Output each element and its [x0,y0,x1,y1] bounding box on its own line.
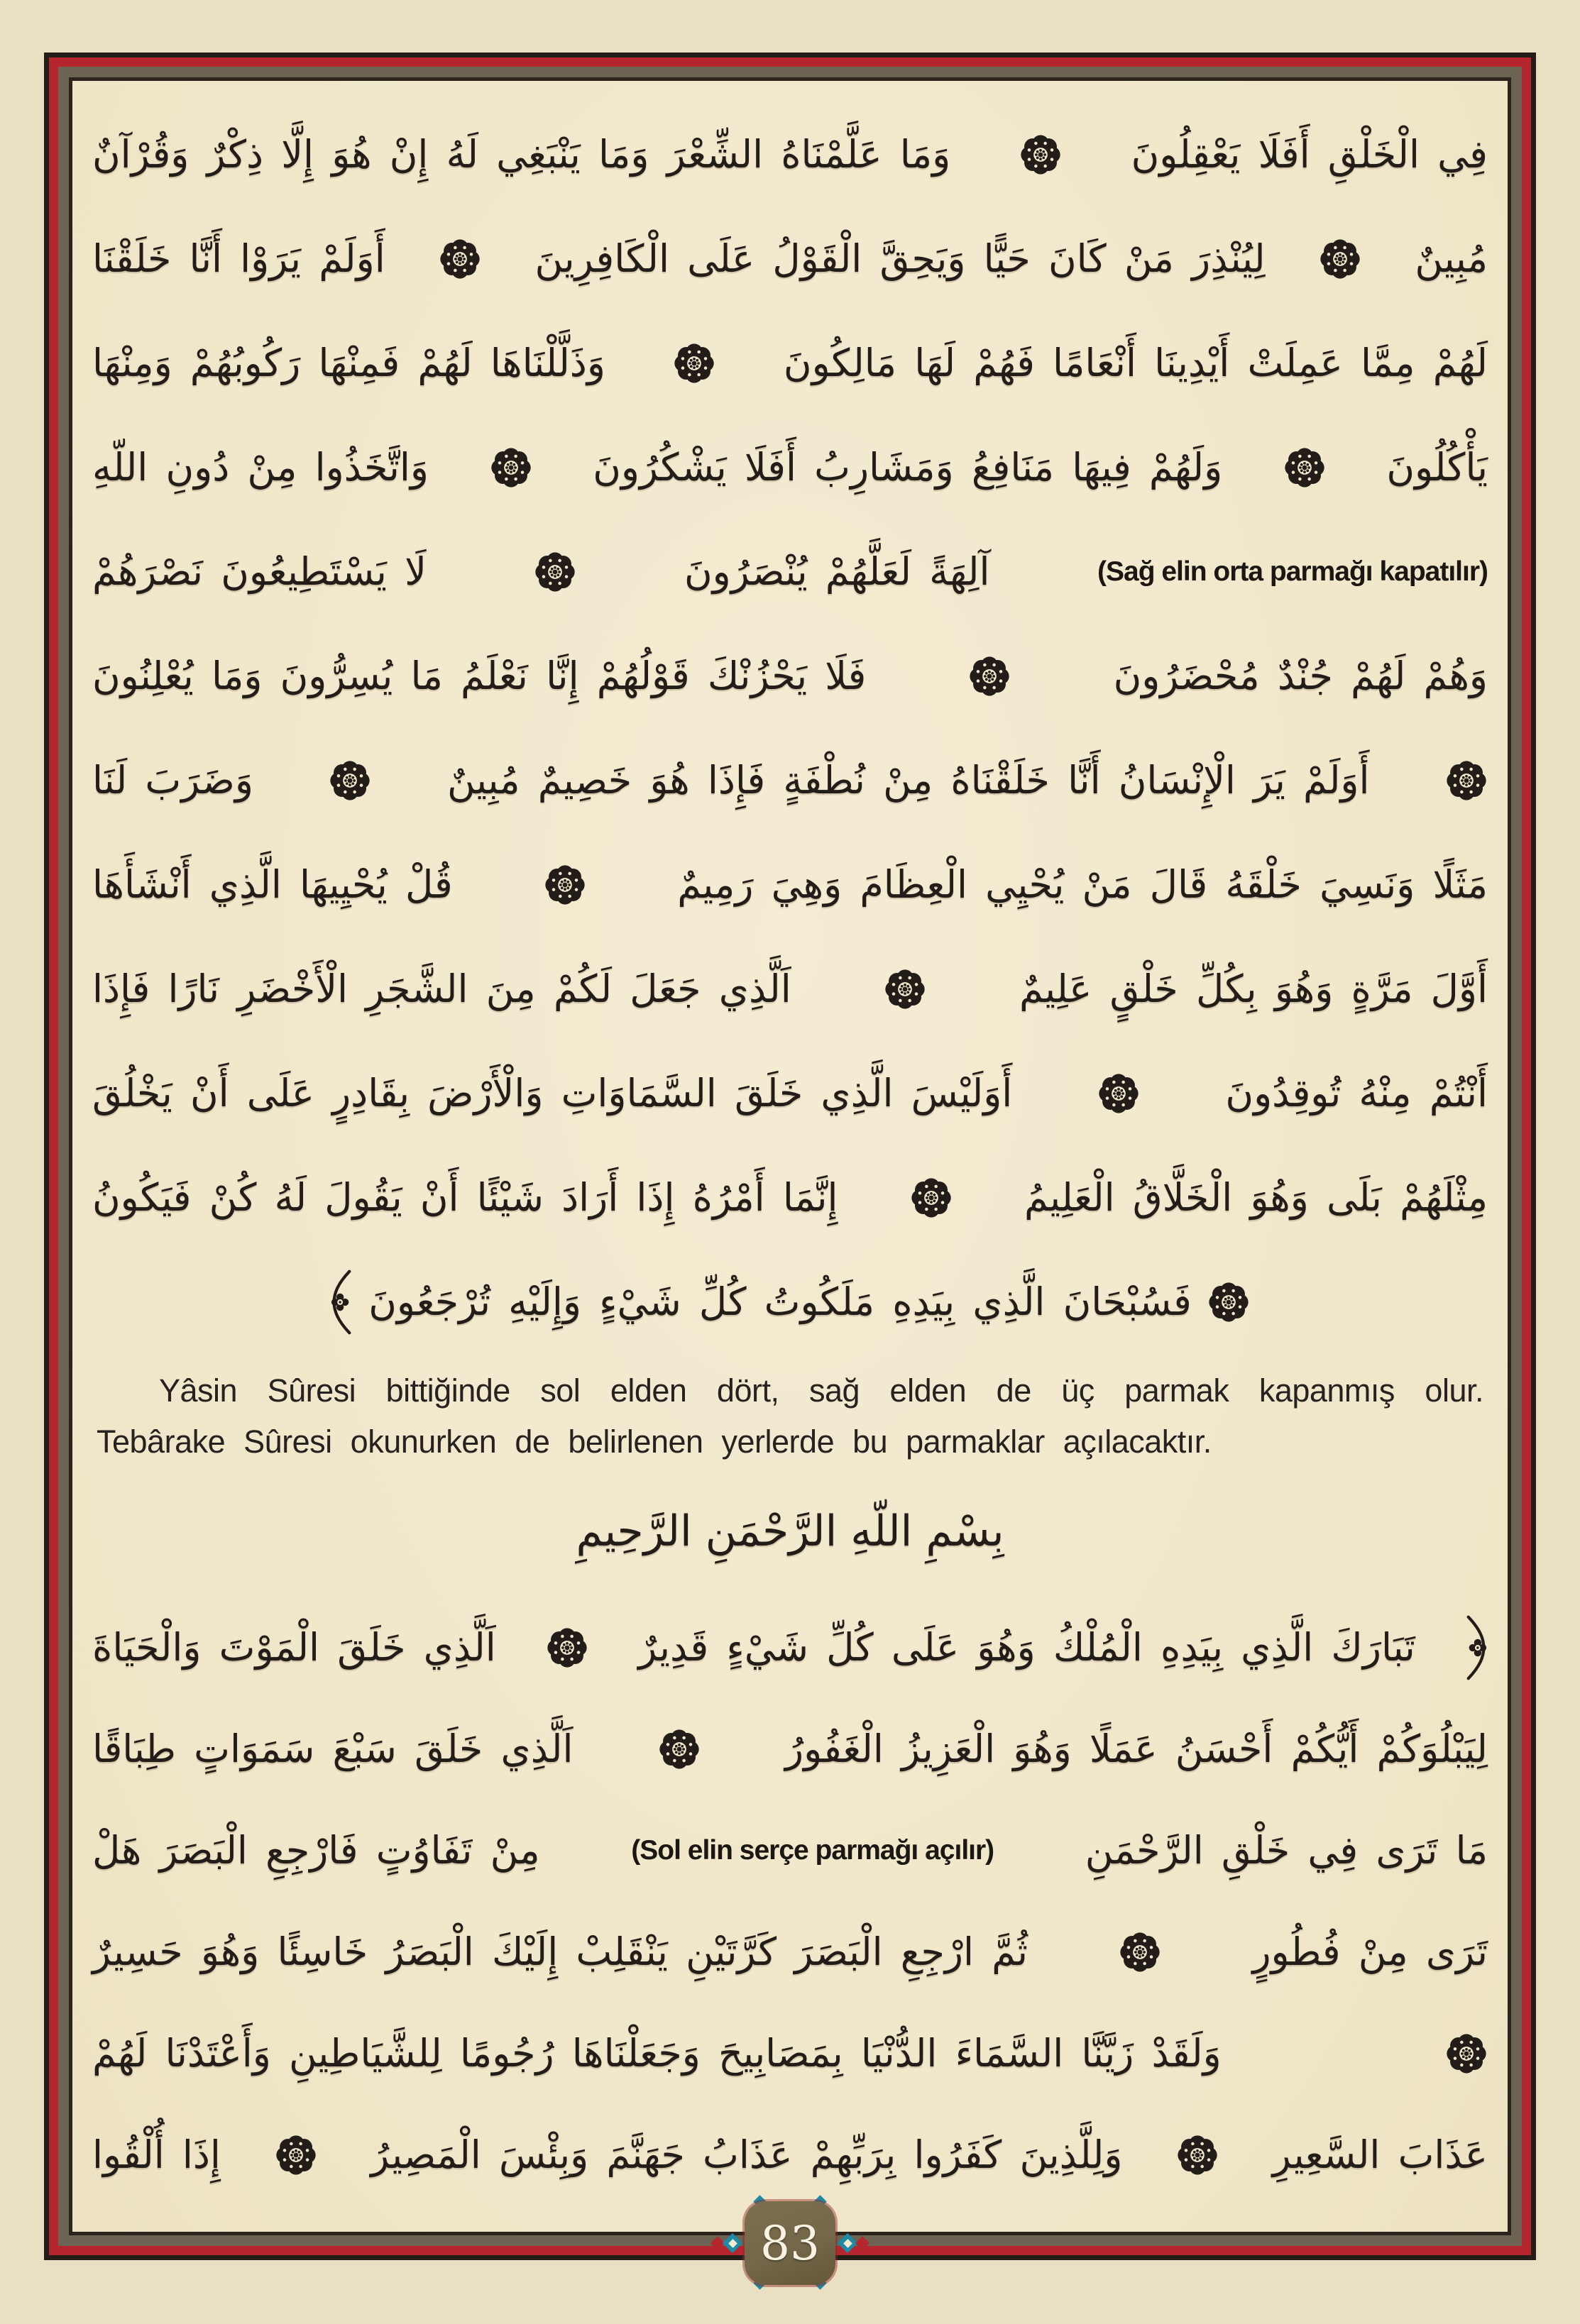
arabic-verse-text: وَذَلَّلْنَاهَا لَهُمْ فَمِنْهَا رَكُوبُهُمْ وَمِنْهَا [92,341,605,385]
quran-line [92,102,1488,206]
quran-line [92,2104,1488,2205]
arabic-verse-text: إِذَا أُلْقُوا [92,2132,221,2177]
arabic-verse-text: فَلَا يَحْزُنْكَ قَوْلُهُمْ إِنَّا نَعْلَمُ مَا يُسِرُّونَ وَمَا يُعْلِنُونَ [92,654,867,698]
arabic-verse-text: أَوَلَمْ يَرَوْا أَنَّا خَلَقْنَا [92,236,385,281]
arabic-verse-text: اَلَّذِي جَعَلَ لَكُمْ مِنَ الشَّجَرِ الْأَخْضَرِ نَارًا فَإِذَا [92,967,791,1011]
arabic-verse-text: فِي الْخَلْقِ أَفَلَا يَعْقِلُونَ [1131,132,1488,177]
quran-line [92,624,1488,728]
arabic-verse-text: مِثْلَهُمْ بَلَى وَهُوَ الْخَلَّاقُ الْعَلِيمُ [1024,1175,1488,1220]
ayah-separator-rosette-icon [534,551,576,593]
ayah-separator-rosette-icon [1019,133,1062,176]
quran-line [92,1597,1488,1698]
arabic-verse-text: لِيُنْذِرَ مَنْ كَانَ حَيًّا وَيَحِقَّ الْقَوْلُ عَلَى الْكَافِرِينَ [534,236,1266,281]
instruction-paragraph: Yâsin Sûresi bittiğinde sol elden dört, sağ elden de üç parmak kapanmış olur. Tebârake Sûresi okunurken de belirlenen yerlerde bu parmaklar açılacaktır. [97,1372,1483,1460]
arabic-verse-text: وَلِلَّذِينَ كَفَرُوا بِرَبِّهِمْ عَذَابُ جَهَنَّمَ وَبِئْسَ الْمَصِيرُ [371,2132,1123,2177]
arabic-verse-text: ثُمَّ ارْجِعِ الْبَصَرَ كَرَّتَيْنِ يَنْقَلِبْ إِلَيْكَ الْبَصَرُ خَاسِئًا وَهُوَ حَسِيرٌ [92,1929,1028,1974]
arabic-verse-text: وَهُمْ لَهُمْ جُنْدٌ مُحْضَرُونَ [1113,654,1488,698]
arabic-verse-text: مَثَلًا وَنَسِيَ خَلْقَهُ قَالَ مَنْ يُحْيِي الْعِظَامَ وَهِيَ رَمِيمٌ [677,862,1488,907]
mulk-surah-lines [92,1597,1488,2205]
arabic-verse-text: مِنْ تَفَاوُتٍ فَارْجِعِ الْبَصَرَ هَلْ [92,1828,540,1873]
quran-line [92,415,1488,519]
basmala: بِسْمِ اللّهِ الرَّحْمَنِ الرَّحِيمِ [576,1507,1004,1556]
quran-line [92,1145,1488,1250]
arabic-verse-text: لِيَبْلُوَكُمْ أَيُّكُمْ أَحْسَنُ عَمَلًا وَهُوَ الْعَزِيزُ الْغَفُورُ [785,1727,1488,1771]
page-number-badge [745,2201,835,2285]
ayah-separator-rosette-icon [544,864,586,906]
frame-red-band [49,57,1531,2255]
arabic-verse-text: وَلَهُمْ فِيهَا مَنَافِعُ وَمَشَارِبُ أَفَلَا يَشْكُرُونَ [593,445,1223,490]
ayah-separator-rosette-icon [1283,446,1326,489]
arabic-verse-text: إِنَّمَا أَمْرُهُ إِذَا أَرَادَ شَيْئًا أَنْ يَقُولَ لَهُ كُنْ فَيَكُونُ [92,1175,838,1220]
ayah-separator-rosette-icon [1207,1281,1250,1323]
ayah-separator-rosette-icon [910,1177,953,1219]
quran-line [92,2003,1488,2104]
arabic-verse-text: اَلَّذِي خَلَقَ سَبْعَ سَمَوَاتٍ طِبَاقًا [92,1727,574,1771]
arabic-verse-text: فَسُبْحَانَ الَّذِي بِيَدِهِ مَلَكُوتُ كُلِّ شَيْءٍ وَإِلَيْهِ تُرْجَعُونَ [368,1279,1192,1324]
badge-side-ornament-icon [839,2234,867,2252]
red-diamond-icon [855,2236,869,2250]
ayah-separator-rosette-icon [546,1626,588,1669]
ayah-separator-rosette-icon [1445,759,1488,802]
ayah-separator-rosette-icon [673,342,715,385]
arabic-verse-text: وَضَرَبَ لَنَا [92,758,253,803]
hand-instruction-note: (Sol elin serçe parmağı açılır) [631,1834,994,1866]
arabic-verse-text: مَا تَرَى فِي خَلْقِ الرَّحْمَنِ [1085,1828,1488,1873]
arabic-verse-text: لَهُمْ مِمَّا عَمِلَتْ أَيْدِينَا أَنْعَامًا فَهُمْ لَهَا مَالِكُونَ [783,341,1488,385]
quran-line [92,206,1488,311]
quran-line [92,1800,1488,1901]
quran-line [92,832,1488,937]
arabic-verse-text: أَوَلَيْسَ الَّذِي خَلَقَ السَّمَاوَاتِ وَالْأَرْضَ بِقَادِرٍ عَلَى أَنْ يَخْلُقَ [92,1071,1013,1116]
ayah-separator-rosette-icon [490,446,532,489]
page-number-ornament [737,2198,843,2291]
arabic-verse-text: وَاتَّخَذُوا مِنْ دُونِ اللّهِ [92,445,429,490]
arabic-verse-text: أَنْتُمْ مِنْهُ تُوقِدُونَ [1225,1071,1488,1116]
quran-line [92,1901,1488,2003]
ayah-separator-rosette-icon [1319,238,1361,280]
arabic-verse-text: عَذَابَ السَّعِيرِ [1272,2132,1488,2177]
quran-line [92,1698,1488,1800]
page-content [69,77,1511,2235]
arabic-verse-text: آلِهَةً لَعَلَّهُمْ يُنْصَرُونَ [684,549,990,594]
arabic-verse-text: تَبَارَكَ الَّذِي بِيَدِهِ الْمُلْكُ وَهُوَ عَلَى كُلِّ شَيْءٍ قَدِيرٌ [638,1625,1415,1670]
arabic-verse-text: قُلْ يُحْيِيهَا الَّذِي أَنْشَأَهَا [92,862,453,907]
arabic-verse-text: لَا يَسْتَطِيعُونَ نَصْرَهُمْ [92,549,427,594]
ayah-separator-rosette-icon [658,1728,701,1770]
quran-line [92,1041,1488,1145]
yasin-surah-lines [92,102,1488,1354]
surah-bracket-ornament-icon [330,1268,353,1336]
page-number: 83 [760,2215,820,2271]
arabic-verse-text: مُبِينٌ [1415,236,1488,281]
page-frame [44,53,1536,2260]
ayah-separator-rosette-icon [884,968,926,1010]
quran-line [92,937,1488,1041]
arabic-verse-text: وَلَقَدْ زَيَّنَّا السَّمَاءَ الدُّنْيَا بِمَصَابِيحَ وَجَعَلْنَاهَا رُجُومًا لِلشَّيَاطِينِ وَأَعْتَدْنَا لَهُمْ [92,2031,1222,2076]
ayah-separator-rosette-icon [1119,1931,1161,1973]
ayah-separator-rosette-icon [1176,2134,1219,2176]
arabic-verse-text: اَلَّذِي خَلَقَ الْمَوْتَ وَالْحَيَاةَ [92,1625,496,1670]
ayah-separator-rosette-icon [329,759,371,802]
quran-line [92,311,1488,415]
ayah-separator-rosette-icon [439,238,481,280]
badge-side-ornament-icon [713,2234,741,2252]
quran-line [92,728,1488,832]
frame-olive-band [58,67,1522,2246]
quran-line [92,1250,1488,1354]
arabic-verse-text: تَرَى مِنْ فُطُورٍ [1252,1929,1488,1974]
ayah-separator-rosette-icon [968,655,1011,698]
ayah-separator-rosette-icon [1445,2032,1488,2075]
quran-line [92,519,1488,624]
arabic-verse-text: أَوَلَمْ يَرَ الْإِنْسَانُ أَنَّا خَلَقْنَاهُ مِنْ نُطْفَةٍ فَإِذَا هُوَ خَصِيمٌ مُبِينٌ [446,758,1370,803]
ayah-separator-rosette-icon [1097,1072,1140,1115]
hand-instruction-note: (Sağ elin orta parmağı kapatılır) [1097,556,1488,587]
arabic-verse-text: يَأْكُلُونَ [1386,445,1488,490]
arabic-verse-text: وَمَا عَلَّمْنَاهُ الشِّعْرَ وَمَا يَنْبَغِي لَهُ إِنْ هُوَ إِلَّا ذِكْرٌ وَقُرْآنٌ [92,132,951,177]
ayah-separator-rosette-icon [275,2134,317,2176]
arabic-verse-text: أَوَّلَ مَرَّةٍ وَهُوَ بِكُلِّ خَلْقٍ عَلِيمٌ [1019,967,1488,1011]
surah-bracket-ornament-icon [1465,1614,1488,1682]
